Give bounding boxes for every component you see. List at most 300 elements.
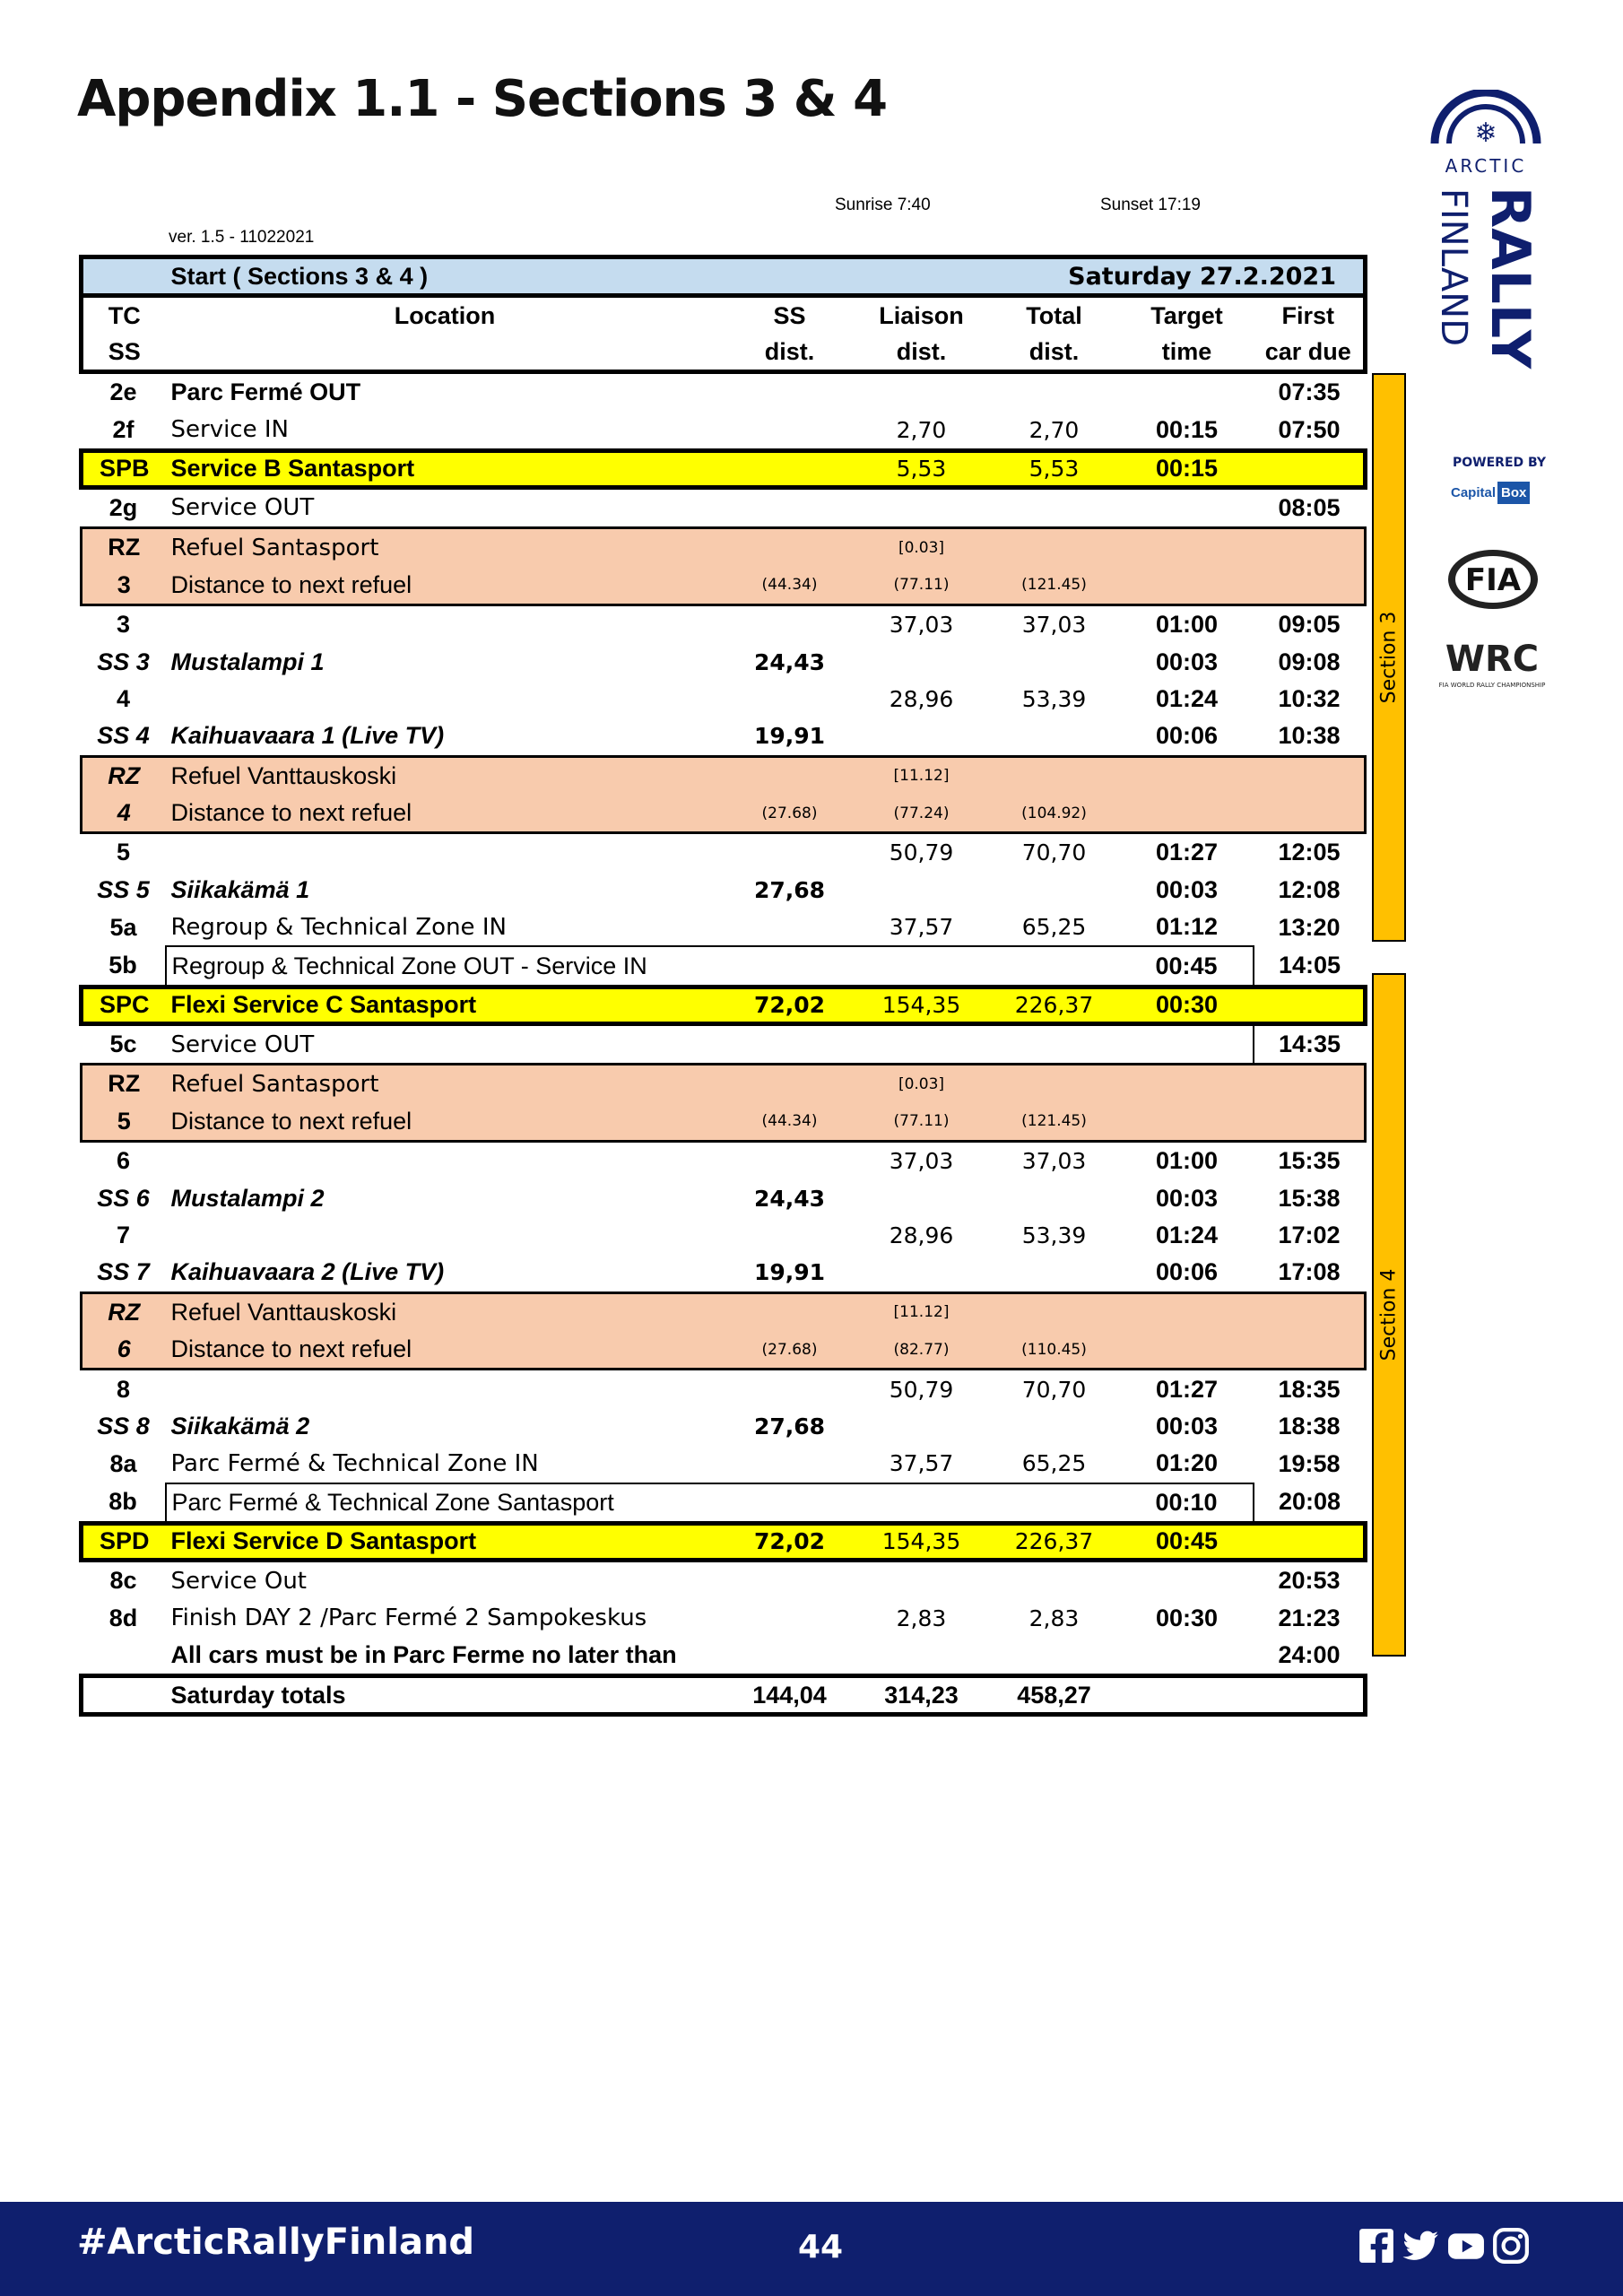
- box-text: Box: [1497, 482, 1530, 504]
- row-total-dist: [988, 756, 1121, 795]
- section-4-bar: [1372, 973, 1406, 1657]
- schedule-row: [82, 1103, 1366, 1142]
- capitalbox-logo: [1451, 479, 1530, 506]
- row-target-time: 01:27: [1155, 839, 1219, 866]
- row-first-car-due: [1254, 756, 1366, 795]
- row-location: Kaihuavaara 1 (Live TV): [170, 722, 445, 750]
- row-ss-dist: [725, 487, 855, 527]
- row-location: Distance to next refuel: [166, 1103, 725, 1142]
- row-liaison-dist: 154,35: [855, 987, 988, 1023]
- totals-total-dist: 458,27: [988, 1676, 1121, 1715]
- row-liaison-dist: [855, 1179, 988, 1216]
- row-ss-dist: [725, 833, 855, 872]
- row-liaison-dist: 37,57: [889, 1450, 954, 1477]
- row-ss-dist: [725, 450, 855, 487]
- schedule-row: [82, 372, 1366, 412]
- row-total-dist: 5,53: [988, 450, 1121, 487]
- header-ss: SS: [82, 334, 166, 372]
- row-target-time: 00:15: [1121, 450, 1254, 487]
- schedule-row: [82, 872, 1366, 909]
- row-code: 5b: [108, 952, 137, 979]
- section-3-label: Section 3: [1377, 611, 1401, 704]
- row-total-dist: (121.45): [988, 1103, 1121, 1142]
- row-target-time: [1121, 756, 1254, 795]
- header-liaison: Liaison: [879, 301, 964, 329]
- row-code: 7: [116, 1222, 131, 1248]
- row-liaison-dist: [11.12]: [855, 1292, 988, 1331]
- row-code: 3: [82, 567, 166, 605]
- row-location: Distance to next refuel: [166, 567, 725, 605]
- row-first-car-due: 17:02: [1278, 1222, 1341, 1248]
- row-target-time: [1121, 528, 1254, 567]
- header-target-2: time: [1121, 334, 1254, 372]
- totals-ss-dist: 144,04: [725, 1676, 855, 1715]
- row-liaison-dist: [855, 1408, 988, 1445]
- totals-empty-cell: [1254, 1676, 1366, 1715]
- totals-empty-cell: [1121, 1676, 1254, 1715]
- totals-liaison-dist: 314,23: [855, 1676, 988, 1715]
- schedule-row: [82, 1292, 1366, 1331]
- row-ss-dist: [725, 1142, 855, 1180]
- row-liaison-dist: 28,96: [889, 1222, 954, 1248]
- row-first-car-due: 24:00: [1278, 1640, 1341, 1668]
- row-liaison-dist: 37,57: [889, 914, 954, 941]
- schedule-row: [82, 1483, 1366, 1524]
- row-target-time: 00:06: [1155, 722, 1219, 750]
- row-target-time: 00:03: [1155, 1412, 1219, 1439]
- row-first-car-due: [1254, 528, 1366, 567]
- row-target-time: 00:15: [1155, 415, 1219, 443]
- row-liaison-dist: [855, 643, 988, 680]
- row-total-dist: 65,25: [1021, 1450, 1087, 1477]
- header-ss-dist-2: dist.: [725, 334, 855, 372]
- row-code: SS 4: [97, 722, 150, 750]
- row-code: RZ: [82, 756, 166, 795]
- row-total-dist: 226,37: [988, 1523, 1121, 1560]
- row-code: 5c: [109, 1031, 137, 1058]
- instagram-icon[interactable]: [1492, 2227, 1530, 2265]
- row-ss-dist: [725, 756, 855, 795]
- row-code: 8d: [108, 1604, 138, 1631]
- row-target-time: [1121, 1103, 1254, 1142]
- row-ss-dist: [725, 1370, 855, 1408]
- schedule-row: [82, 1217, 1366, 1254]
- row-liaison-dist: [855, 1023, 988, 1064]
- row-target-time: 00:45: [1121, 946, 1254, 987]
- row-first-car-due: 21:23: [1278, 1604, 1341, 1631]
- header-row-2: [82, 334, 1366, 372]
- row-target-time: 00:03: [1155, 1184, 1219, 1212]
- row-code: 3: [116, 611, 131, 639]
- row-total-dist: 65,25: [1021, 914, 1087, 941]
- header-row-1: [82, 296, 1366, 335]
- totals-label: Saturday totals: [166, 1676, 725, 1715]
- header-first-2: car due: [1254, 334, 1366, 372]
- row-liaison-dist: [0.03]: [855, 1065, 988, 1103]
- row-total-dist: [988, 643, 1121, 680]
- row-location: Regroup & Technical Zone OUT - Service IN: [166, 946, 725, 987]
- row-code: SPD: [82, 1523, 166, 1560]
- row-liaison-dist: 154,35: [855, 1523, 988, 1560]
- row-location: [166, 1217, 725, 1254]
- row-liaison-dist: [855, 718, 988, 756]
- row-ss-dist: [725, 1065, 855, 1103]
- row-ss-dist: [725, 1637, 855, 1676]
- row-liaison-dist: 50,79: [889, 839, 954, 866]
- row-ss-dist: [725, 411, 855, 450]
- row-code: 8c: [109, 1567, 137, 1595]
- row-target-time: 01:20: [1155, 1449, 1219, 1477]
- row-first-car-due: 12:05: [1278, 839, 1341, 866]
- row-target-time: [1121, 1065, 1254, 1103]
- row-liaison-dist: [0.03]: [855, 528, 988, 567]
- arctic-rally-logo: [1428, 90, 1553, 689]
- schedule-row: [82, 1254, 1366, 1292]
- row-first-car-due: 13:20: [1278, 913, 1341, 941]
- section-3-bar: [1372, 373, 1406, 942]
- schedule-row: [82, 1142, 1366, 1180]
- row-total-dist: 70,70: [1021, 1376, 1087, 1403]
- footer-hashtag: #ArcticRallyFinland: [77, 2222, 475, 2263]
- row-ss-dist: 24,43: [753, 648, 826, 675]
- row-total-dist: [988, 487, 1121, 527]
- row-code: [82, 1637, 166, 1676]
- row-target-time: 01:12: [1155, 913, 1219, 941]
- schedule-row: [82, 718, 1366, 756]
- row-ss-dist: 72,02: [725, 987, 855, 1023]
- wrc-text: WRC: [1445, 639, 1540, 680]
- row-target-time: 00:30: [1155, 1604, 1219, 1631]
- schedule-row: [82, 450, 1366, 487]
- fia-text: FIA: [1464, 562, 1522, 598]
- header-total: Total: [1026, 301, 1082, 329]
- row-first-car-due: 20:53: [1278, 1567, 1341, 1595]
- row-total-dist: 53,39: [1021, 1222, 1087, 1248]
- logo-finland: FINLAND: [1433, 188, 1474, 347]
- row-target-time: 01:24: [1155, 684, 1219, 712]
- row-target-time: 00:06: [1155, 1258, 1219, 1286]
- row-first-car-due: 15:35: [1278, 1147, 1341, 1175]
- powered-by-text: POWERED BY: [1453, 456, 1547, 470]
- svg-text:❄: ❄: [1474, 117, 1497, 149]
- row-first-car-due: 12:08: [1278, 875, 1341, 903]
- row-first-car-due: 14:05: [1254, 946, 1366, 987]
- row-total-dist: [988, 1637, 1121, 1676]
- row-total-dist: [988, 1408, 1121, 1445]
- row-location: Mustalampi 2: [170, 1184, 325, 1212]
- row-total-dist: [988, 1560, 1121, 1599]
- row-location: Finish DAY 2 /Parc Fermé 2 Sampokeskus: [170, 1605, 647, 1632]
- row-code: 2e: [109, 378, 137, 406]
- schedule-row: [82, 946, 1366, 987]
- row-total-dist: 2,70: [1028, 416, 1080, 443]
- schedule-row: [82, 604, 1366, 643]
- row-ss-dist: 19,91: [753, 1259, 826, 1286]
- schedule-table: [79, 255, 1367, 1717]
- row-first-car-due: [1254, 1331, 1366, 1370]
- row-location: Flexi Service D Santasport: [166, 1523, 725, 1560]
- row-target-time: 00:03: [1155, 648, 1219, 675]
- row-liaison-dist: [855, 1637, 988, 1676]
- row-liaison-dist: (77.11): [855, 567, 988, 605]
- row-location: Refuel Santasport: [166, 528, 725, 567]
- row-ss-dist: [725, 1560, 855, 1599]
- row-code: 8: [116, 1375, 131, 1403]
- footer-bar: [0, 2202, 1623, 2296]
- fia-logo: [1444, 547, 1542, 612]
- row-target-time: 01:27: [1155, 1375, 1219, 1403]
- row-location: Service B Santasport: [166, 450, 725, 487]
- row-target-time: [1121, 567, 1254, 605]
- header-tc: TC: [82, 296, 166, 335]
- row-total-dist: 70,70: [1021, 839, 1087, 866]
- row-total-dist: [988, 1292, 1121, 1331]
- row-location: Regroup & Technical Zone IN: [170, 913, 507, 941]
- schedule-row: [82, 1023, 1366, 1064]
- row-target-time: 00:30: [1121, 987, 1254, 1023]
- header-liaison-2: dist.: [855, 334, 988, 372]
- row-code: SS 3: [97, 648, 150, 675]
- row-total-dist: (110.45): [988, 1331, 1121, 1370]
- row-code: RZ: [82, 1292, 166, 1331]
- row-first-car-due: 10:32: [1278, 684, 1341, 712]
- row-first-car-due: [1254, 987, 1366, 1023]
- totals-empty-cell: [82, 1676, 166, 1715]
- row-liaison-dist: 37,03: [889, 612, 954, 639]
- row-location: Flexi Service C Santasport: [166, 987, 725, 1023]
- row-ss-dist: 27,68: [753, 1413, 826, 1439]
- row-target-time: [1121, 1023, 1254, 1064]
- schedule-row: [82, 1331, 1366, 1370]
- row-target-time: 00:03: [1155, 875, 1219, 903]
- row-first-car-due: 07:35: [1278, 378, 1341, 406]
- wrc-sub-text: FIA WORLD RALLY CHAMPIONSHIP: [1438, 682, 1546, 689]
- schedule-row: [82, 1065, 1366, 1103]
- row-code: 8a: [109, 1449, 137, 1477]
- row-total-dist: [988, 1483, 1121, 1524]
- schedule-row: [82, 681, 1366, 718]
- row-code: RZ: [82, 528, 166, 567]
- row-code: 8b: [108, 1488, 137, 1516]
- header-target: Target: [1150, 301, 1223, 329]
- schedule-row: [82, 1560, 1366, 1599]
- row-location: [166, 604, 725, 643]
- row-location: Siikakämä 2: [170, 1412, 310, 1439]
- schedule-row: [82, 987, 1366, 1023]
- schedule-row: [82, 756, 1366, 795]
- row-ss-dist: 72,02: [725, 1523, 855, 1560]
- row-liaison-dist: [855, 1254, 988, 1292]
- schedule-row: [82, 411, 1366, 450]
- row-code: RZ: [82, 1065, 166, 1103]
- sunrise-text: Sunrise 7:40: [835, 196, 931, 214]
- row-target-time: 00:45: [1121, 1523, 1254, 1560]
- row-first-car-due: [1254, 1292, 1366, 1331]
- page-number: 44: [798, 2229, 844, 2266]
- row-liaison-dist: (82.77): [855, 1331, 988, 1370]
- logo-arctic: ARCTIC: [1445, 155, 1527, 177]
- row-total-dist: 2,83: [1028, 1605, 1080, 1631]
- row-code: 2g: [108, 493, 138, 521]
- row-location: Refuel Vanttauskoski: [166, 1292, 725, 1331]
- row-first-car-due: 07:50: [1278, 415, 1341, 443]
- row-first-car-due: [1254, 1103, 1366, 1142]
- row-ss-dist: [725, 604, 855, 643]
- row-location: Refuel Vanttauskoski: [166, 756, 725, 795]
- row-code: SS 7: [97, 1258, 150, 1286]
- row-total-dist: [988, 372, 1121, 412]
- row-location: Service Out: [170, 1567, 307, 1595]
- row-ss-dist: 24,43: [753, 1185, 826, 1212]
- page-title: Appendix 1.1 - Sections 3 & 4: [77, 70, 888, 128]
- row-first-car-due: 10:38: [1278, 722, 1341, 750]
- row-total-dist: [988, 872, 1121, 909]
- row-liaison-dist: [855, 1560, 988, 1599]
- row-location: Distance to next refuel: [166, 795, 725, 833]
- schedule-row: [82, 643, 1366, 680]
- row-target-time: [1121, 1331, 1254, 1370]
- wrc-logo: [1435, 639, 1551, 692]
- version-text: ver. 1.5 - 11022021: [169, 228, 315, 247]
- start-row: [82, 257, 1366, 296]
- row-liaison-dist: 37,03: [889, 1148, 954, 1175]
- row-target-time: [1121, 372, 1254, 412]
- header-location: Location: [394, 301, 496, 329]
- row-ss-dist: [725, 1217, 855, 1254]
- youtube-icon[interactable]: [1447, 2227, 1485, 2265]
- row-total-dist: [988, 946, 1121, 987]
- row-target-time: [1121, 1560, 1254, 1599]
- row-location: Service OUT: [170, 494, 315, 522]
- row-location: Service IN: [170, 416, 289, 444]
- row-first-car-due: 19:58: [1278, 1449, 1341, 1477]
- row-ss-dist: (44.34): [725, 1103, 855, 1142]
- row-first-car-due: 20:08: [1254, 1483, 1366, 1524]
- facebook-icon[interactable]: [1358, 2227, 1395, 2265]
- row-code: 2f: [112, 415, 135, 443]
- row-first-car-due: 09:05: [1278, 611, 1341, 639]
- row-first-car-due: 15:38: [1278, 1184, 1341, 1212]
- schedule-row: [82, 487, 1366, 527]
- row-code: SPC: [82, 987, 166, 1023]
- row-liaison-dist: 2,70: [896, 416, 947, 443]
- row-code: SS 6: [97, 1184, 150, 1212]
- row-location: Mustalampi 1: [170, 648, 325, 675]
- arctic-rally-finland-logo: [1428, 90, 1544, 448]
- row-liaison-dist: 2,83: [896, 1605, 947, 1631]
- row-location: Distance to next refuel: [166, 1331, 725, 1370]
- capital-text: Capital: [1451, 484, 1497, 500]
- section-4-label: Section 4: [1377, 1268, 1401, 1361]
- schedule-row: [82, 833, 1366, 872]
- row-ss-dist: [725, 528, 855, 567]
- row-target-time: 00:10: [1121, 1483, 1254, 1524]
- row-code: 5: [116, 839, 131, 866]
- row-ss-dist: [725, 372, 855, 412]
- row-location: [166, 681, 725, 718]
- row-liaison-dist: [855, 946, 988, 987]
- row-liaison-dist: [855, 372, 988, 412]
- row-liaison-dist: (77.11): [855, 1103, 988, 1142]
- row-first-car-due: 08:05: [1278, 493, 1341, 521]
- row-location: Refuel Santasport: [166, 1065, 725, 1103]
- row-first-car-due: 18:35: [1278, 1375, 1341, 1403]
- row-total-dist: [988, 1065, 1121, 1103]
- row-location: All cars must be in Parc Ferme no later than: [170, 1640, 677, 1668]
- row-total-dist: (121.45): [988, 567, 1121, 605]
- row-ss-dist: [725, 1599, 855, 1636]
- row-total-dist: [988, 1023, 1121, 1064]
- row-total-dist: 226,37: [988, 987, 1121, 1023]
- row-code: 4: [116, 684, 131, 712]
- row-target-time: [1121, 487, 1254, 527]
- row-ss-dist: [725, 1483, 855, 1524]
- row-total-dist: 37,03: [1021, 612, 1087, 639]
- schedule-row: [82, 909, 1366, 946]
- schedule-row: [82, 1599, 1366, 1636]
- row-liaison-dist: [855, 1483, 988, 1524]
- row-total-dist: [988, 718, 1121, 756]
- sunset-text: Sunset 17:19: [1100, 196, 1201, 214]
- row-ss-dist: [725, 909, 855, 946]
- schedule-row: [82, 528, 1366, 567]
- row-location: Siikakämä 1: [170, 875, 310, 903]
- row-liaison-dist: 28,96: [889, 685, 954, 712]
- row-total-dist: 37,03: [1021, 1148, 1087, 1175]
- row-first-car-due: [1254, 795, 1366, 833]
- row-ss-dist: (27.68): [725, 795, 855, 833]
- row-location: [166, 1142, 725, 1180]
- row-target-time: [1121, 1637, 1254, 1676]
- row-first-car-due: [1254, 450, 1366, 487]
- row-location: [166, 833, 725, 872]
- row-code: 5: [82, 1103, 166, 1142]
- row-code: SPB: [82, 450, 166, 487]
- start-date: Saturday 27.2.2021: [988, 257, 1366, 296]
- row-liaison-dist: (77.24): [855, 795, 988, 833]
- schedule-row: [82, 567, 1366, 605]
- row-ss-dist: [725, 1023, 855, 1064]
- row-total-dist: [988, 1179, 1121, 1216]
- schedule-row: [82, 1637, 1366, 1676]
- row-liaison-dist: 5,53: [855, 450, 988, 487]
- twitter-icon[interactable]: [1402, 2227, 1440, 2265]
- row-ss-dist: [725, 681, 855, 718]
- header-ss-dist: SS: [773, 301, 806, 329]
- row-ss-dist: [725, 1292, 855, 1331]
- row-code: 6: [82, 1331, 166, 1370]
- row-location: Kaihuavaara 2 (Live TV): [170, 1258, 445, 1286]
- row-first-car-due: [1254, 1065, 1366, 1103]
- row-liaison-dist: [855, 487, 988, 527]
- row-code: SS 8: [97, 1412, 150, 1439]
- row-total-dist: (104.92): [988, 795, 1121, 833]
- row-ss-dist: (44.34): [725, 567, 855, 605]
- row-first-car-due: 14:35: [1254, 1023, 1366, 1064]
- row-total-dist: [988, 1254, 1121, 1292]
- header-total-2: dist.: [988, 334, 1121, 372]
- schedule-row: [82, 1445, 1366, 1483]
- row-first-car-due: [1254, 567, 1366, 605]
- row-location: [166, 1370, 725, 1408]
- schedule-row: [82, 1179, 1366, 1216]
- schedule-row: [82, 1523, 1366, 1560]
- row-first-car-due: [1254, 1523, 1366, 1560]
- row-ss-dist: [725, 946, 855, 987]
- row-first-car-due: 18:38: [1278, 1412, 1341, 1439]
- header-first: First: [1254, 296, 1366, 335]
- row-total-dist: [988, 528, 1121, 567]
